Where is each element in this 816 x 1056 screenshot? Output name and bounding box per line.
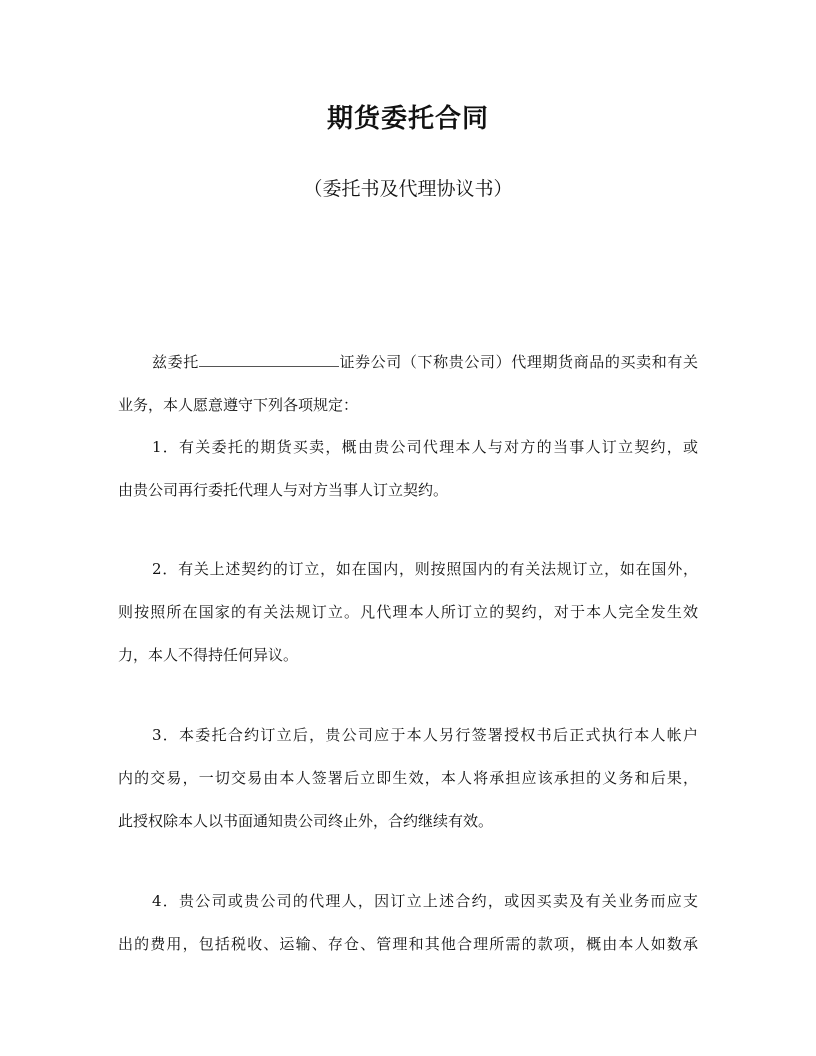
clause-line: 内的交易，一切交易由本人签署后立即生效，本人将承担应该承担的义务和后果， [118, 769, 698, 787]
clause-line: 由贵公司再行委托代理人与对方当事人订立契约。 [118, 481, 449, 499]
document-subtitle: （委托书及代理协议书） [303, 178, 513, 200]
clause-line: 力，本人不得持任何异议。 [118, 646, 299, 664]
clause-line: 此授权除本人以书面通知贵公司终止外，合约继续有效。 [118, 812, 494, 830]
clause-line: 2．有关上述契约的订立，如在国内，则按照国内的有关法规订立，如在国外， [152, 560, 698, 578]
intro-line-1 [152, 352, 698, 372]
company-name-blank[interactable] [199, 352, 339, 367]
clause-line: 4．贵公司或贵公司的代理人，因订立上述合约，或因买卖及有关业务而应支 [152, 892, 698, 910]
intro-rest: 证券公司（下称贵公司）代理期货商品的买卖和有关 [338, 353, 698, 371]
clause-line: 3．本委托合约订立后，贵公司应于本人另行签署授权书后正式执行本人帐户 [152, 726, 698, 744]
intro-line-2: 业务，本人愿意遵守下列各项规定： [118, 396, 359, 414]
clause-line: 则按照所在国家的有关法规订立。凡代理本人所订立的契约，对于本人完全发生效 [118, 603, 698, 621]
document-title: 期货委托合同 [326, 104, 489, 134]
clause-line: 出的费用，包括税收、运输、存仓、管理和其他合理所需的款项，概由本人如数承 [118, 935, 698, 953]
intro-prefix: 兹委托 [152, 353, 199, 371]
clause-line: 1．有关委托的期货买卖，概由贵公司代理本人与对方的当事人订立契约，或 [152, 438, 698, 456]
